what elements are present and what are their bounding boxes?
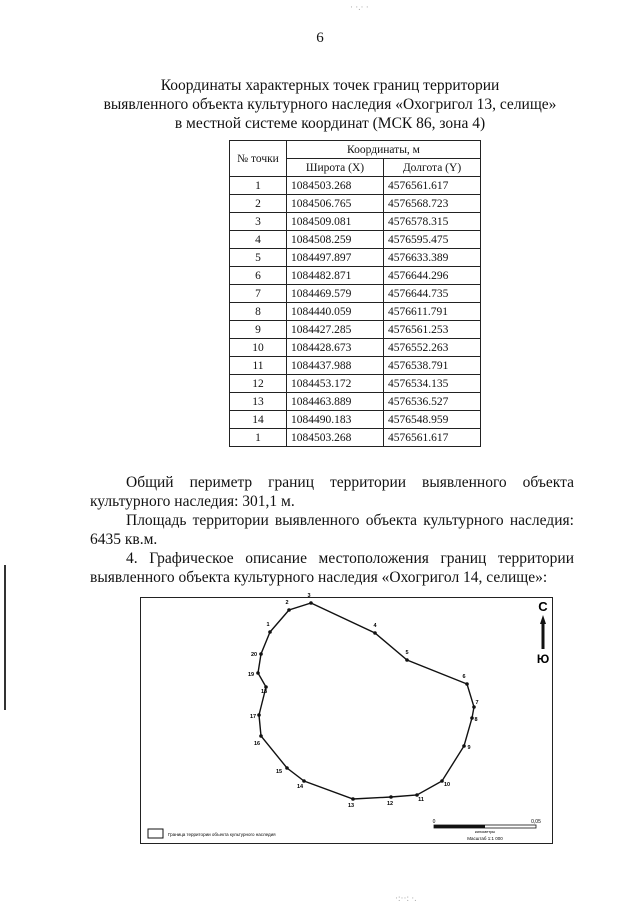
table-cell-y: 4576611.791 <box>384 303 481 321</box>
table-cell-n: 3 <box>230 213 287 231</box>
boundary-point <box>462 744 466 748</box>
coordinates-table <box>229 140 481 447</box>
boundary-point <box>259 734 263 738</box>
legend <box>148 829 276 838</box>
section4-word: территории <box>497 550 574 567</box>
coordinates-body <box>230 177 481 447</box>
table-row <box>230 339 481 357</box>
table-cell-x: 1084482.871 <box>287 267 384 285</box>
table-cell-n: 1 <box>230 429 287 447</box>
point-label: 5 <box>405 650 409 656</box>
south-label: Ю <box>536 652 550 666</box>
table-cell-x: 1084497.897 <box>287 249 384 267</box>
top-stamp: · ·.· · <box>350 2 369 12</box>
point-label: 13 <box>347 803 355 809</box>
perimeter-line2: культурного наследия: 301,1 м. <box>90 493 295 510</box>
table-row <box>230 213 481 231</box>
area-line2: 6435 кв.м. <box>90 531 158 548</box>
boundary-line <box>258 603 474 799</box>
area-word: Площадь <box>126 512 187 529</box>
table-cell-y: 4576644.296 <box>384 267 481 285</box>
table-cell-n: 12 <box>230 375 287 393</box>
table-cell-x: 1084490.183 <box>287 411 384 429</box>
boundary-point <box>302 779 306 783</box>
page-number: 6 <box>316 30 324 46</box>
boundary-map <box>140 593 553 844</box>
point-label: 12 <box>386 801 394 807</box>
table-cell-x: 1084463.889 <box>287 393 384 411</box>
area-word: выявленного <box>274 512 360 529</box>
point-label: 19 <box>247 672 255 678</box>
section4-word: 4. <box>126 550 138 567</box>
table-cell-x: 1084503.268 <box>287 177 384 195</box>
north-label: С <box>538 599 548 614</box>
boundary-point <box>256 671 260 675</box>
boundary-point <box>389 795 393 799</box>
table-row <box>230 177 481 195</box>
table-cell-y: 4576578.315 <box>384 213 481 231</box>
table-cell-y: 4576536.527 <box>384 393 481 411</box>
table-cell-x: 1084427.285 <box>287 321 384 339</box>
point-label: 1 <box>266 622 270 628</box>
table-cell-y: 4576595.475 <box>384 231 481 249</box>
scale-bar <box>433 819 541 841</box>
point-label: 2 <box>285 600 289 606</box>
table-cell-n: 8 <box>230 303 287 321</box>
table-cell-y: 4576548.959 <box>384 411 481 429</box>
col-y-header: Долгота (Y) <box>384 159 481 177</box>
boundary-point <box>405 658 409 662</box>
table-cell-x: 1084440.059 <box>287 303 384 321</box>
point-label: 20 <box>250 652 258 658</box>
point-label: 11 <box>418 797 424 803</box>
table-cell-x: 1084469.579 <box>287 285 384 303</box>
table-cell-x: 1084509.081 <box>287 213 384 231</box>
scale-zero: 0 <box>432 819 436 825</box>
table-cell-y: 4576534.135 <box>384 375 481 393</box>
perimeter-word: Общий <box>126 474 174 491</box>
table-cell-y: 4576561.617 <box>384 177 481 195</box>
point-label: 6 <box>462 674 466 680</box>
table-cell-n: 10 <box>230 339 287 357</box>
table-row <box>230 411 481 429</box>
table-cell-x: 1084437.988 <box>287 357 384 375</box>
boundary-point <box>287 608 291 612</box>
table-row <box>230 429 481 447</box>
table-cell-n: 13 <box>230 393 287 411</box>
boundary-point <box>268 630 272 634</box>
table-cell-n: 4 <box>230 231 287 249</box>
table-cell-x: 1084506.765 <box>287 195 384 213</box>
table-cell-x: 1084503.268 <box>287 429 384 447</box>
table-cell-n: 6 <box>230 267 287 285</box>
boundary-point <box>470 716 474 720</box>
boundary-point <box>259 652 263 656</box>
legend-swatch <box>148 829 163 838</box>
perimeter-word: периметр <box>189 474 253 491</box>
north-arrow-icon <box>540 615 546 649</box>
scale-text: Масштаб 1:1 000 <box>467 836 503 841</box>
area-word: культурного <box>423 512 504 529</box>
point-label: 18 <box>260 689 268 695</box>
point-label: 9 <box>467 745 471 751</box>
section4-word: Графическое <box>149 550 234 567</box>
col-coords-header: Координаты, м <box>287 141 481 159</box>
boundary-point <box>309 601 313 605</box>
area-word: наследия: <box>509 512 574 529</box>
point-label: 15 <box>275 769 283 775</box>
table-cell-n: 5 <box>230 249 287 267</box>
table-row <box>230 303 481 321</box>
boundary-point <box>465 682 469 686</box>
point-label: 7 <box>475 700 479 706</box>
area-word: объекта <box>365 512 418 529</box>
table-row <box>230 267 481 285</box>
perimeter-paragraph <box>90 473 574 511</box>
table-cell-y: 4576561.253 <box>384 321 481 339</box>
table-row <box>230 393 481 411</box>
table-row <box>230 249 481 267</box>
bottom-stamp: ·:··: ·. <box>395 893 417 903</box>
section4-word: границ <box>440 550 487 567</box>
scale-unit: километры <box>474 829 496 834</box>
table-cell-n: 2 <box>230 195 287 213</box>
table-row <box>230 321 481 339</box>
point-label: 3 <box>307 593 311 599</box>
table-cell-y: 4576561.617 <box>384 429 481 447</box>
col-point-header: № точки <box>230 141 287 177</box>
boundary-point <box>285 766 289 770</box>
col-x-header: Широта (X) <box>287 159 384 177</box>
table-cell-n: 14 <box>230 411 287 429</box>
table-cell-x: 1084453.172 <box>287 375 384 393</box>
boundary-point <box>351 797 355 801</box>
table-cell-n: 7 <box>230 285 287 303</box>
point-label: 16 <box>253 741 261 747</box>
table-cell-x: 1084428.673 <box>287 339 384 357</box>
table-cell-n: 1 <box>230 177 287 195</box>
title-line: в местной системе координат (МСК 86, зона 4) <box>174 115 486 132</box>
perimeter-word: выявленного <box>422 474 507 491</box>
boundary-point <box>373 631 377 635</box>
section4-word: местоположения <box>318 550 429 567</box>
margin-bar <box>4 565 6 710</box>
scale-end: 0,05 <box>531 819 541 825</box>
map-canvas <box>141 593 551 842</box>
table-cell-y: 4576552.263 <box>384 339 481 357</box>
boundary-point <box>257 713 261 717</box>
table-cell-y: 4576633.389 <box>384 249 481 267</box>
table-cell-y: 4576644.735 <box>384 285 481 303</box>
point-label: 4 <box>373 623 377 629</box>
area-word: территории <box>192 512 269 529</box>
table-title <box>80 76 580 133</box>
point-label: 10 <box>443 782 451 788</box>
section4-line2: выявленного объекта культурного наследия «Охогригол 14, селище»: <box>90 569 548 586</box>
table-row <box>230 375 481 393</box>
table-cell-y: 4576538.791 <box>384 357 481 375</box>
table-row <box>230 195 481 213</box>
perimeter-word: границ <box>268 474 315 491</box>
section4-paragraph <box>90 549 574 587</box>
section4-word: описание <box>245 550 307 567</box>
table-cell-n: 11 <box>230 357 287 375</box>
point-label: 14 <box>296 784 304 790</box>
title-line: выявленного объекта культурного наследия «Охогригол 13, селище» <box>103 96 557 113</box>
table-cell-y: 4576568.723 <box>384 195 481 213</box>
legend-label: Граница территории объекта культурного наследия <box>168 832 276 837</box>
table-row <box>230 285 481 303</box>
perimeter-word: объекта <box>522 474 574 491</box>
point-label: 8 <box>474 717 478 723</box>
table-cell-n: 9 <box>230 321 287 339</box>
table-cell-x: 1084508.259 <box>287 231 384 249</box>
table-row <box>230 357 481 375</box>
title-line: Координаты характерных точек границ территории <box>160 77 500 94</box>
area-paragraph <box>90 511 574 549</box>
table-row <box>230 231 481 249</box>
point-label: 17 <box>249 714 257 720</box>
perimeter-word: территории <box>329 474 407 491</box>
